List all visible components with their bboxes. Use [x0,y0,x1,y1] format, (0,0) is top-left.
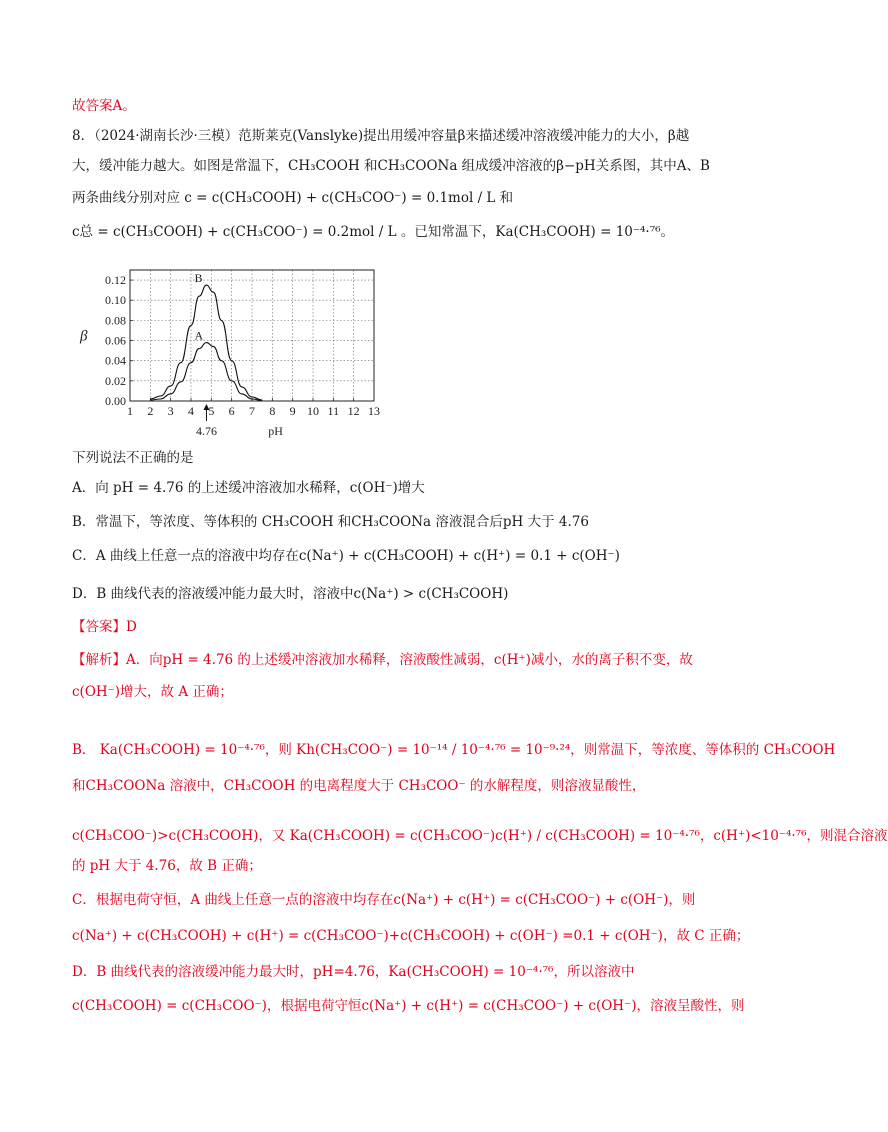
x-tick-label: 9 [289,404,296,418]
x-tick-labels [127,404,380,418]
curve-label-a: A [194,328,204,343]
explanation-a-line-1: 【解析】A．向pH = 4.76 的上述缓冲溶液加水稀释，溶液酸性减弱，c(H⁺)减小，水的离子积不变，故 [72,652,693,668]
explanation-c-line-2: c(Na⁺) + c(CH₃COOH) + c(H⁺) = c(CH₃COO⁻)+c(CH₃COOH) + c(OH⁻) =0.1 + c(OH⁻)，故 C 正确； [72,928,750,944]
previous-answer-line: 故答案A。 [72,98,136,114]
explanation-b-line-2: 和CH₃COONa 溶液中，CH₃COOH 的电离程度大于 CH₃COO⁻ 的水解程度，则溶液显酸性， [72,778,646,794]
question-8-intro: 8．（2024·湖南长沙·三模）范斯莱克(Vanslyke)提出用缓冲容量β来描述缓冲溶液缓冲能力的大小，β越 [72,128,690,144]
curve-a [150,343,262,401]
question-8-line-2: 大，缓冲能力越大。如图是常温下，CH₃COOH 和CH₃COONa 组成缓冲溶液的β−pH关系图，其中A、B [72,158,710,174]
x-axis-label: pH [268,424,283,438]
x-tick-label: 8 [269,404,276,418]
y-tick-label: 0.00 [105,394,126,408]
beta-ph-chart [72,255,392,440]
explanation-b-line-4: 的 pH 大于 4.76，故 B 正确； [72,858,262,874]
explanation-d-line-1: D．B 曲线代表的溶液缓冲能力最大时，pH=4.76，Ka(CH₃COOH) = 10⁻⁴·⁷⁶，所以溶液中 [72,964,635,980]
chart-frame [130,270,374,401]
option-c: C．A 曲线上任意一点的溶液中均存在c(Na⁺) + c(CH₃COOH) + c(H⁺) = 0.1 + c(OH⁻) [72,548,620,564]
x-tick-label: 12 [347,404,360,418]
curve-label-b: B [194,271,203,286]
option-d: D．B 曲线代表的溶液缓冲能力最大时，溶液中c(Na⁺) > c(CH₃COOH) [72,586,509,602]
explanation-b-line-1: B． Ka(CH₃COOH) = 10⁻⁴·⁷⁶，则 Kh(CH₃COO⁻) = 10⁻¹⁴ / 10⁻⁴·⁷⁶ = 10⁻⁹·²⁴，则常温下，等浓度、等体积的 CH₃COOH [72,742,836,758]
x-tick-label: 4 [188,404,194,418]
x-tick-label: 5 [208,404,215,418]
chart-grid [130,270,374,401]
option-b: B．常温下，等浓度、等体积的 CH₃COOH 和CH₃COONa 溶液混合后pH 大于 4.76 [72,514,589,530]
x-tick-label: 13 [368,404,380,418]
answer-line: 【答案】D [72,619,137,635]
x-tick-label: 2 [147,404,154,418]
x-tick-label: 11 [327,404,340,418]
option-a: A．向 pH = 4.76 的上述缓冲溶液加水稀释，c(OH⁻)增大 [72,480,425,496]
y-tick-label: 0.10 [105,293,126,308]
question-prompt: 下列说法不正确的是 [72,450,194,466]
marker-label: 4.76 [195,424,217,438]
chart-curves [150,271,262,400]
y-tick-label: 0.08 [105,313,126,328]
x-tick-label: 7 [249,404,255,418]
y-tick-label: 0.06 [105,333,126,348]
explanation-c-line-1: C．根据电荷守恒，A 曲线上任意一点的溶液中均存在c(Na⁺) + c(H⁺) = c(CH₃COO⁻) + c(OH⁻)，则 [72,892,696,908]
x-tick-label: 6 [228,404,235,418]
x-tick-label: 10 [307,404,319,418]
y-axis-label: β [80,328,88,345]
y-tick-labels [105,273,126,408]
question-8-line-4: c总 = c(CH₃COOH) + c(CH₃COO⁻) = 0.2mol / L 。已知常温下，Ka(CH₃COOH) = 10⁻⁴·⁷⁶。 [72,224,675,240]
x-tick-label: 3 [167,404,174,418]
y-tick-label: 0.12 [105,273,126,288]
y-tick-label: 0.02 [105,373,126,388]
y-tick-label: 0.04 [105,353,126,368]
x-tick-label: 1 [127,404,133,418]
question-8-line-3: 两条曲线分别对应 c = c(CH₃COOH) + c(CH₃COO⁻) = 0.1mol / L 和 [72,190,514,206]
explanation-b-line-3: c(CH₃COO⁻)>c(CH₃COOH)，又 Ka(CH₃COOH) = c(CH₃COO⁻)c(H⁺) / c(CH₃COOH) = 10⁻⁴·⁷⁶，c(H⁺)<10⁻⁴·⁷⁶，则混合溶液 [72,828,888,844]
explanation-a-line-2: c(OH⁻)增大，故 A 正确； [72,684,233,700]
explanation-d-line-2: c(CH₃COOH) = c(CH₃COO⁻)，根据电荷守恒c(Na⁺) + c(H⁺) = c(CH₃COO⁻) + c(OH⁻)，溶液呈酸性，则 [72,998,745,1014]
